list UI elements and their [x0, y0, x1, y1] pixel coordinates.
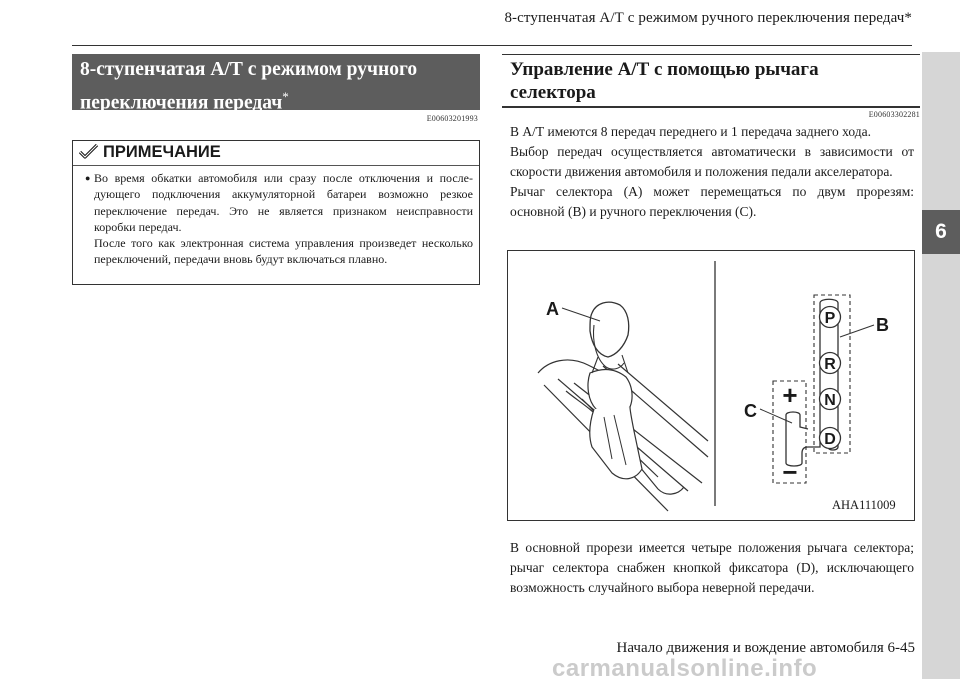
- position-r: R: [824, 356, 836, 373]
- right-section-title: [502, 54, 920, 108]
- note-box: [72, 140, 480, 285]
- note-header: [79, 143, 221, 164]
- note-body: [85, 170, 473, 268]
- chapter-side-strip: [922, 0, 960, 679]
- downshift-minus: −: [782, 457, 798, 487]
- paragraph-slots: Рычаг селектора (A) может перемещаться по двум прорезям: основной (B) и ручного переключения (C).: [510, 184, 914, 219]
- note-divider: [73, 165, 479, 166]
- gear-selector-figure: [507, 250, 915, 521]
- paragraph-auto-select: Выбор передач осуществляется автоматически в зависимости от скорости движения автомобиля и положения педали акселератора.: [510, 144, 914, 179]
- position-p: P: [824, 310, 836, 327]
- note-paragraph-1: Во время обкатки автомобиля или сразу после отключения и последующего подключения аккумуляторной батареи возможно резкое переключение передач. Это не является признаком неисправности коробки передач.: [94, 171, 473, 234]
- label-c: C: [744, 401, 757, 421]
- position-d: D: [824, 431, 836, 448]
- right-title-line1: Управление А/Т с помощью рычага: [510, 59, 819, 80]
- bullet-icon: ●: [85, 173, 91, 183]
- left-title-line2: переключения передач: [80, 92, 283, 114]
- note-paragraph-2: После того как электронная система управления произведет несколько переключений, передачи вновь будут включаться плавно.: [94, 236, 473, 267]
- upshift-plus: +: [782, 380, 798, 410]
- right-title-line2: селектора: [510, 82, 596, 103]
- left-section-title: [72, 54, 480, 114]
- label-b: B: [876, 315, 889, 335]
- paragraph-main-slot: В основной прорези имеется четыре положения рычага селектора; рычаг селектора снабжен кнопкой фиксатора (D), исключающего возможность случайного выбора неверной передачи.: [510, 540, 914, 595]
- position-n: N: [824, 392, 836, 409]
- figure-code: AHA111009: [832, 498, 896, 512]
- paragraph-gears: В А/Т имеются 8 передач переднего и 1 передача заднего хода.: [510, 124, 871, 139]
- checkmark-note-icon: [79, 144, 99, 164]
- right-outro-text: [510, 538, 914, 598]
- optional-mark: *: [282, 89, 289, 104]
- note-label: ПРИМЕЧАНИЕ: [103, 143, 221, 161]
- label-a: A: [546, 299, 559, 319]
- selector-illustration: [508, 251, 914, 520]
- page-footer: Начало движения и вождение автомобиля 6-45: [616, 640, 915, 656]
- watermark: carmanualsonline.info: [552, 655, 818, 682]
- right-section-code: E00603302281: [868, 110, 920, 119]
- chapter-tab[interactable]: 6: [922, 210, 960, 254]
- left-title-line1: 8-ступенчатая А/Т с режимом ручного: [80, 59, 418, 80]
- running-header: 8-ступенчатая А/Т с режимом ручного переключения передач*: [504, 10, 912, 26]
- left-section-code: E00603201993: [426, 114, 478, 123]
- right-intro-text: [510, 122, 914, 222]
- header-rule: [72, 45, 912, 46]
